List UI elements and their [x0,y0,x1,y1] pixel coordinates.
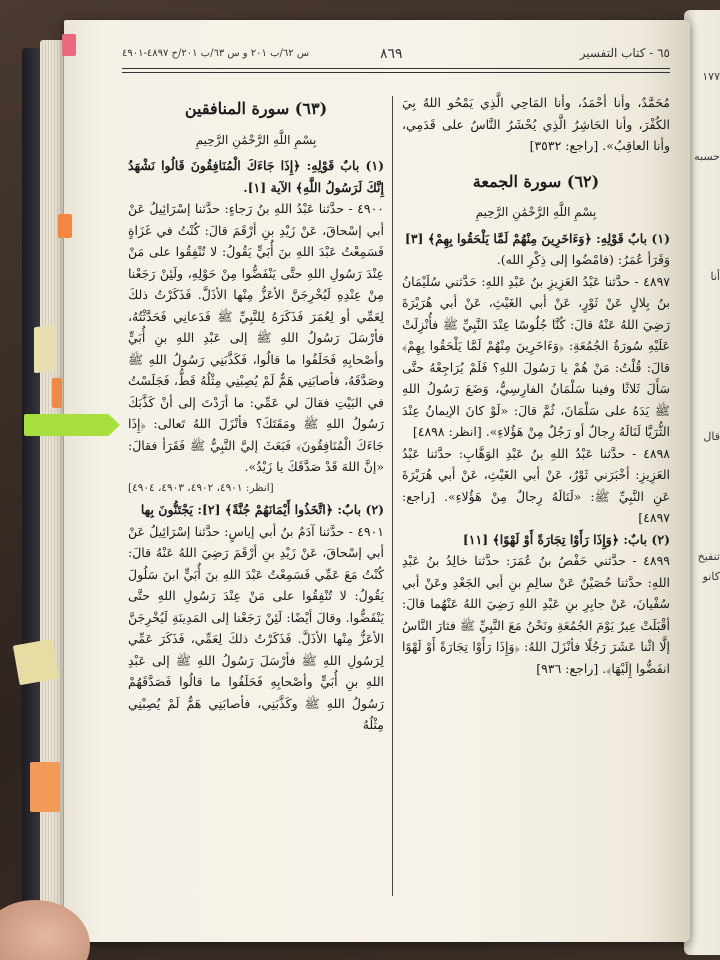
sticky-tab-orange [58,214,72,238]
next-page-fragment: أنا [710,270,720,283]
sticky-tab-cream [34,325,56,373]
column-divider [392,96,393,896]
intro-text: مُحَمَّدٌ، وأنا أحْمَدُ، وأنا المَاحِي الَّذِي يَمْحُو اللهُ بِيَ الكُفْرَ، وأنا الحَاشِرُ الَّذِي يُحْشَرُ النَّاسُ على قَدَمِي، وأنا العاقِبُ». [راجع: ٣٥٣٢] [402,95,670,153]
hadith-4900-ref: [انظر: ٤٩٠١، ٤٩٠٢، ٤٩٠٣، ٤٩٠٤] [128,481,274,494]
header-rule [122,72,670,73]
surah-title-munafiqun: (٦٣) سورة المنافقين [184,99,328,118]
sticky-tab-pink [62,34,76,56]
chapter-heading: (٢) بابٌ: ﴿وَإِذَا رَأَوْا تِجَارَةً أَوْ لَهْوًا﴾ [١١] [462,531,670,547]
right-column [402,92,670,679]
left-column [128,92,384,736]
sticky-tab-orange [30,762,60,812]
next-page-fragment: تنفيخ [697,550,720,563]
hadith-4901: ٤٩٠١ - حدَّثنا آدَمُ بنُ أبي إياسٍ: حدَّثنا إسْرَائِيلُ عَنْ أبي إسْحاقَ، عَنْ زَيْدِ بنِ أرْقَمَ رَضِيَ اللهُ عَنْهُ قالَ: كُنْتُ مَعَ عَمِّي فَسَمِعْتُ عَبْدَ اللهِ بنَ أُبَيٍّ ابنَ سَلُولَ يَقُولُ: لا تُنْفِقُوا على مَنْ عِنْدَ رَسُولِ اللهِ حتَّى يَنْفَضُّوا. وقالَ أيْضًا: لَئِنْ رَجَعْنا إلى المَدِينَةِ لَيُخْرِجَنَّ الأعَزُّ مِنْها الأذَلَّ. فَذَكَرْتُ ذلكَ لِعَمِّي، فَذَكَرَ عَمِّي لِرَسُولِ اللهِ ﷺ فأرْسَلَ رَسُولُ اللهِ ﷺ إلى عَبْدِ اللهِ بنِ أُبَيٍّ وأصْحابِهِ فَحَلَفُوا ما قالُوا فَصَدَّقَهُمْ رَسُولُ اللهِ ﷺ وكَذَّبَنِي، فأصابَنِي هَمٌّ لَمْ يُصِبْنِي مِثْلُهُ [128,523,384,732]
chapter-heading: (١) بابٌ قَوْلِهِ: ﴿إِذَا جَاءَكَ الْمُنَافِقُونَ قَالُوا نَشْهَدُ إِنَّكَ لَرَسُولُ اللَّهِ﴾ الآية [١]. [128,158,384,195]
basmala: بِسْمِ اللَّهِ الرَّحْمَٰنِ الرَّحِيمِ [195,132,317,147]
chapter-heading: (١) بابٌ قَوْلِهِ: ﴿وَءَاخَرِينَ مِنْهُمْ لَمَّا يَلْحَقُوا بِهِمْ﴾ [٣] [404,230,670,246]
chapter-note: وَقَرَأ عُمَرُ: (فامْضُوا إلى ذِكْرِ الله). [496,252,670,267]
next-page-fragment: ١٧٧ [702,70,720,83]
header-hadith-refs: س ٦٢/ب ٢٠١ و س ٦٣/ب ٢٠١/ح ٤٨٩٧-٤٩٠١ [122,48,310,59]
basmala: بِسْمِ اللَّهِ الرَّحْمَٰنِ الرَّحِيمِ [475,205,597,219]
sticky-tab-orange [52,378,62,408]
next-page-fragment: قال [703,430,720,443]
sticky-tab-green-arrow [24,414,120,436]
sticky-tab-cream [13,639,59,685]
hadith-4900: ٤٩٠٠ - حدَّثنا عَبْدُ اللهِ بنُ رَجاءٍ: حدَّثنا إسْرَائِيلُ عَنْ أبي إسْحاقَ، عَنْ زَيْدِ بنِ أرْقَمَ قالَ: كُنْتُ في غَزَاةٍ فَسَمِعْتُ عَبْدَ اللهِ بنَ أُبَيٍّ يَقُولُ: لا تُنْفِقُوا على مَنْ عِنْدَ رَسُولِ اللهِ حتَّى يَنْفَضُّوا مِنْ حَوْلِهِ، ولَئِنْ رَجَعْنا مِنْ عِنْدِهِ لَيُخْرِجَنَّ الأعَزُّ مِنْها الأذَلَّ. فَذَكَرْتُ ذلكَ لِعَمِّي أو لِعُمَرَ فَذَكَرَهُ لِلنَّبِيِّ ﷺ فَدَعانِي فَحَدَّثْتُهُ، فأرْسَلَ رَسُولُ اللهِ ﷺ إلى عَبْدِ اللهِ بنِ أُبَيٍّ وأصْحابِهِ فَحَلَفُوا ما قالُوا، فَكَذَّبَنِي رَسُولُ اللهِ ﷺ وصَدَّقَهُ، فأصابَنِي هَمٌّ لَمْ يُصِبْنِي مِثْلُهُ قَطُّ، فَجَلَسْتُ في البَيْتِ فقالَ لي عَمِّي: ما أرَدْتَ إلى أنْ كَذَّبَكَ رَسُولُ اللهِ ﷺ ومَقَتَكَ؟ فأنْزَلَ اللهُ تَعالى: ﴿إِذَا جَاءَكَ الْمُنَافِقُونَ﴾ فَبَعَثَ إليَّ النَّبِيُّ ﷺ فَقَرَأ فقالَ: «إنَّ اللهَ قَدْ صَدَّقَكَ يا زَيْدُ». [128,201,384,474]
page-number: ٨٦٩ [380,46,403,62]
hadith-4899: ٤٨٩٩ - حدَّثني حَفْصُ بنُ عُمَرَ: حدَّثنا خالِدُ بنُ عَبْدِ اللهِ: حدَّثنا حُصَيْنٌ عَنْ سالِمِ بنِ أبي الجَعْدِ وعَنْ أبي سُفْيانَ، عَنْ جابِرِ بنِ عَبْدِ اللهِ رَضِيَ اللهُ عَنْهُما قالَ: أقْبَلَتْ عِيرٌ يَوْمَ الجُمُعَةِ ونَحْنُ مَعَ النَّبِيِّ ﷺ فثارَ النَّاسُ إلَّا اثْنا عَشَرَ رَجُلًا فأنْزَلَ اللهُ: ﴿وَإِذَا رَأَوْا تِجَارَةً أَوْ لَهْوًا انفَضُّوا إِلَيْهَا﴾. [راجع: ٩٣٦] [402,553,670,676]
next-page-fragment: كانو [702,570,720,583]
page-header [122,44,670,69]
next-page-fragment: حسبه [694,150,720,163]
book-title: ٦٥ - كتاب التفسير [579,46,670,60]
surah-title-jumuah: (٦٢) سورة الجمعة [472,171,600,191]
hadith-4898: ٤٨٩٨ - حدَّثنا عَبْدُ اللهِ بنُ عَبْدِ الوَهَّابِ: حدَّثنا عَبْدُ العَزِيزِ: أخْبَرَني ثَوْرٌ، عَنْ أبي الغَيْثِ، عَنْ أبي هُرَيْرَةَ عَنِ النَّبِيِّ ﷺ: «لَنَالَهُ رِجالٌ مِنْ هَؤُلاءِ». [راجع: ٤٨٩٧] [402,445,670,525]
hadith-4897: ٤٨٩٧ - حدَّثنا عَبْدُ العَزِيزِ بنُ عَبْدِ اللهِ: حَدَّثني سُلَيْمَانُ بنُ بِلالٍ عَنْ ثَوْرٍ، عَنْ أبي الغَيْثِ، عَنْ أبي هُرَيْرَةَ رَضِيَ اللهُ عَنْهُ قالَ: كُنَّا جُلُوسًا عِنْدَ النَّبِيِّ ﷺ فأُنْزِلَتْ عَلَيْهِ سُورَةُ الجُمُعَةِ: ﴿وَءَاخَرِينَ مِنْهُمْ لَمَّا يَلْحَقُوا بِهِمْ﴾ قالَ: قُلْتُ: مَنْ هُمْ يا رَسُولَ اللهِ؟ فَلَمْ يُرَاجِعْهُ حتَّى سَأَلَ ثَلاثًا وفينا سَلْمَانُ الفارِسِيُّ، وَضَعَ رَسُولُ اللهِ ﷺ يَدَهُ على سَلْمَانَ، ثُمَّ قالَ: «لَوْ كانَ الإيمانُ عِنْدَ الثُّرَيَّا لَنَالَهُ رِجالٌ أو رَجُلٌ مِنْ هَؤُلاءِ». [انظر: ٤٨٩٨] [402,273,670,439]
chapter-heading: (٢) بابٌ: ﴿اتَّخَذُوا أَيْمَانَهُمْ جُنَّةً﴾ [٢]: يَجْتَنُّونَ بِها [140,502,384,517]
